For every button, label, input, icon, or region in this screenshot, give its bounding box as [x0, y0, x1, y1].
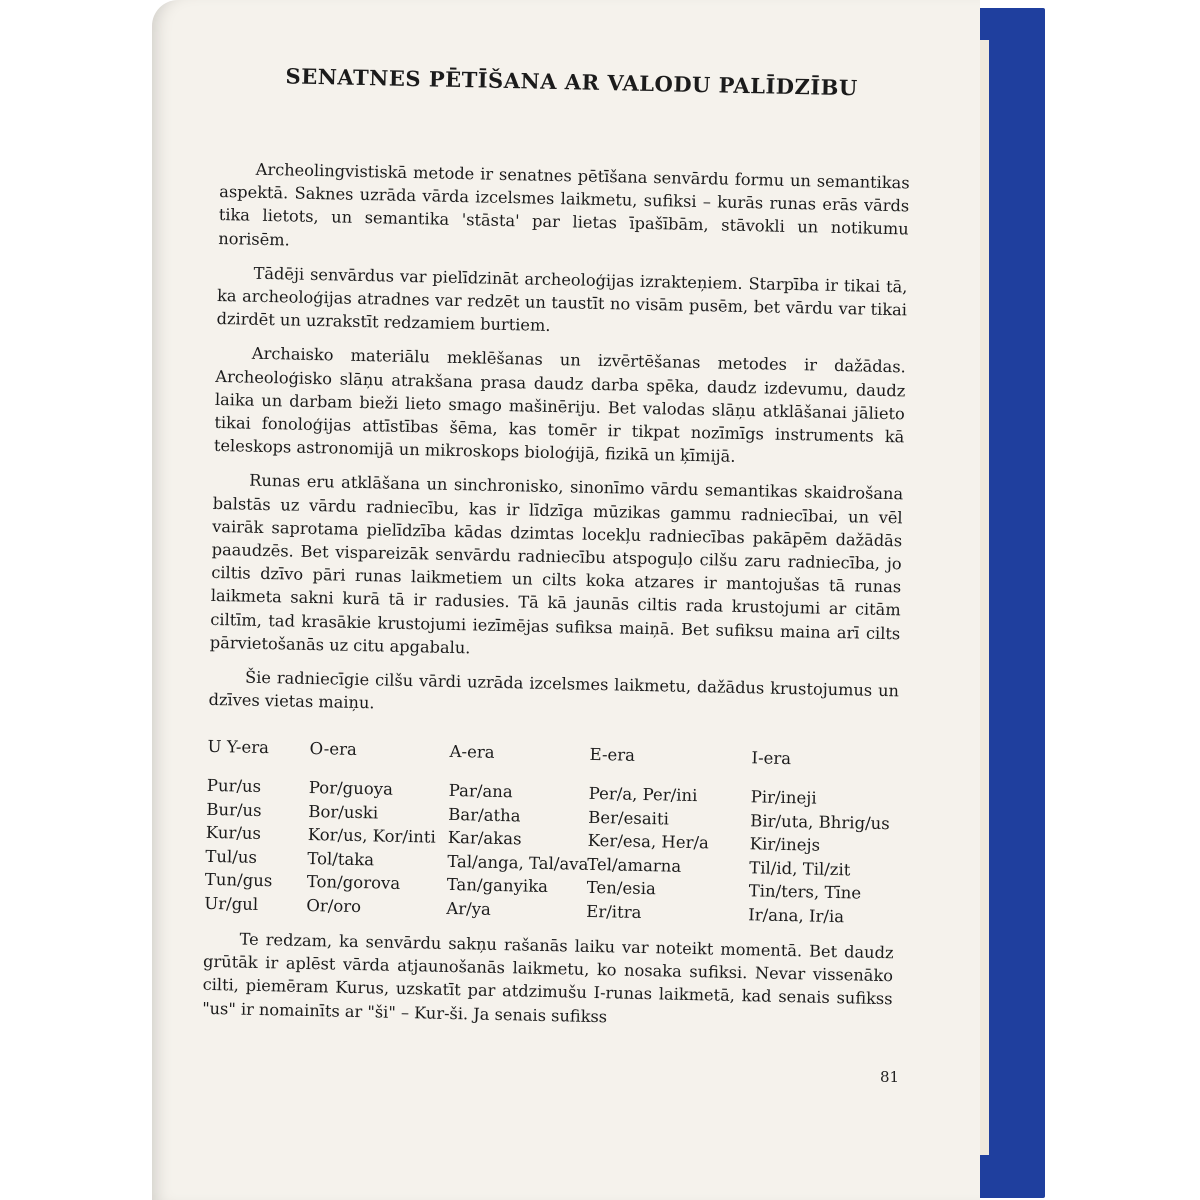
- era-column: [306, 739, 450, 919]
- era-cell: Tal/anga, Tal/ava: [447, 851, 589, 874]
- book: [152, 0, 1045, 1200]
- era-column: [204, 737, 310, 917]
- paragraph: Te redzam, ka senvārdu sakņu rašanās laiku var noteikt momentā. Bet daudz grūtāk ir aplēst vārda atjaunošanās laikmetu, ko nosaka sufiksi. Nevar vissenāko cilti, piemēram Kurus, uzskatīt par atdzimušu I-runas laikmetā, kad senais sufikss "us" ir nomainīts ar "ši" – Kur-ši. Ja senais sufikss: [201, 929, 894, 1026]
- era-column-header: E-era: [589, 745, 636, 766]
- era-cell: Kir/inejs: [749, 834, 821, 855]
- page-title: SENATNES PĒTĪŠANA AR VALODU PALĪDZĪBU: [285, 63, 859, 101]
- era-cell: Pur/us: [206, 776, 262, 797]
- era-cell: Par/ana: [448, 781, 513, 802]
- era-cell: Er/itra: [586, 901, 642, 922]
- era-column: [748, 749, 898, 929]
- era-cell: Bar/atha: [448, 804, 521, 826]
- book-page: [152, 0, 980, 1200]
- era-cell: Ar/ya: [446, 898, 492, 919]
- era-cell: Ten/esia: [586, 877, 657, 899]
- era-cell: Kur/us: [205, 823, 262, 844]
- paragraph: Runas eru atklāšana un sinchronisko, sinonīmo vārdu semantikas skaidrošana balstās uz vārdu radniecību, kas ir līdzīga mūzikas gammu radniecībai, un vēl vairāk saprotama pielīdzība kādas dzimtas locekļu radniecības pakāpēm dažādās paaudzēs. Bet vispareizāk senvārdu radniecību atspoguļo cilšu zaru radniecība, jo ciltis dzīvo pāri runas laikmetiem un cilts koka atzares ir mantojušas tā runas laikmeta sakni kurā tā ir radusies. Tā kā jaunās ciltis rada krustojumi ar citām ciltīm, tad krasākie krustojumi iezīmējas sufiksa maiņā. Bet sufiksu maina arī cilts pārvietošanās uz citu apgabalu.: [209, 471, 904, 658]
- era-column: [586, 745, 752, 926]
- era-cell: Bor/uski: [308, 801, 379, 823]
- page-content: [202, 62, 912, 1045]
- era-cell: Ir/ana, Ir/ia: [748, 904, 845, 926]
- era-cell: Ton/gorova: [306, 872, 401, 894]
- era-cell: Kor/us, Kor/inti: [307, 825, 436, 847]
- era-cell: Tol/taka: [307, 848, 375, 870]
- paragraph: Archeolingvistiskā metode ir senatnes pētīšana senvārdu formu un semantikas aspektā. Saknes uzrāda vārda izcelsmes laikmetu, sufiksi – kurās runas erās vārds tika lietots, un semantika 'stāsta' par lietas īpašībām, stāvokli un notikumu norisēm.: [218, 159, 910, 250]
- paragraph: Šie radniecīgie cilšu vārdi uzrāda izcelsmes laikmetu, dažādus krustojumus un dzīves vietas maiņu.: [208, 667, 900, 713]
- era-cell: Por/guoya: [308, 778, 394, 800]
- era-column-header: A-era: [449, 742, 495, 763]
- era-column-header: O-era: [309, 739, 358, 760]
- era-cell: Tul/us: [205, 846, 258, 867]
- era-cell: Tel/amarna: [587, 854, 682, 876]
- era-column-header: I-era: [751, 748, 792, 769]
- era-cell: Ber/esaiti: [588, 807, 670, 829]
- era-table: [204, 737, 898, 929]
- era-cell: Tun/gus: [204, 869, 273, 891]
- era-cell: Ker/esa, Her/a: [587, 831, 710, 853]
- paragraph: Archaisko materiālu meklēšanas un izvērtēšanas metodes ir dažādas. Archeoloģisko slāņu atrakšana prasa daudz darba spēka, daudz izdevumu, daudz laika un darbam bieži lieto smago mašinēriju. Bet valodas slāņu atklāšanai jālieto tikai fonoloģijas attīstības šēma, kas tomēr ir tikpat nozīmīgs instruments kā teleskops astronomijā un mikroskops bioloģijā, fizikā un ķīmijā.: [213, 344, 906, 467]
- era-column: [446, 742, 590, 922]
- paragraph: Tādēji senvārdus var pielīdzināt archeoloģijas izrakteņiem. Starpība ir tikai tā, ka archeoloģijas atradnes var redzēt un taustīt no visām pusēm, bet vārdu var tikai dzirdēt un uzrakstīt redzamiem burtiem.: [216, 263, 908, 336]
- era-cell: Tan/ganyika: [446, 874, 549, 897]
- era-cell: Til/id, Til/zit: [749, 857, 851, 880]
- era-cell: Per/a, Per/ini: [588, 784, 698, 806]
- era-column-header: U Y-era: [207, 737, 270, 758]
- era-cell: Pir/ineji: [750, 787, 817, 809]
- era-cell: Or/oro: [306, 895, 362, 916]
- era-cell: Bur/us: [206, 799, 262, 820]
- era-cell: Tin/ters, Tīne: [748, 881, 862, 903]
- page-number: 81: [880, 1068, 900, 1086]
- era-cell: Kar/akas: [447, 828, 522, 849]
- era-cell: Bir/uta, Bhrig/us: [750, 811, 890, 834]
- era-cell: Ur/gul: [204, 893, 259, 914]
